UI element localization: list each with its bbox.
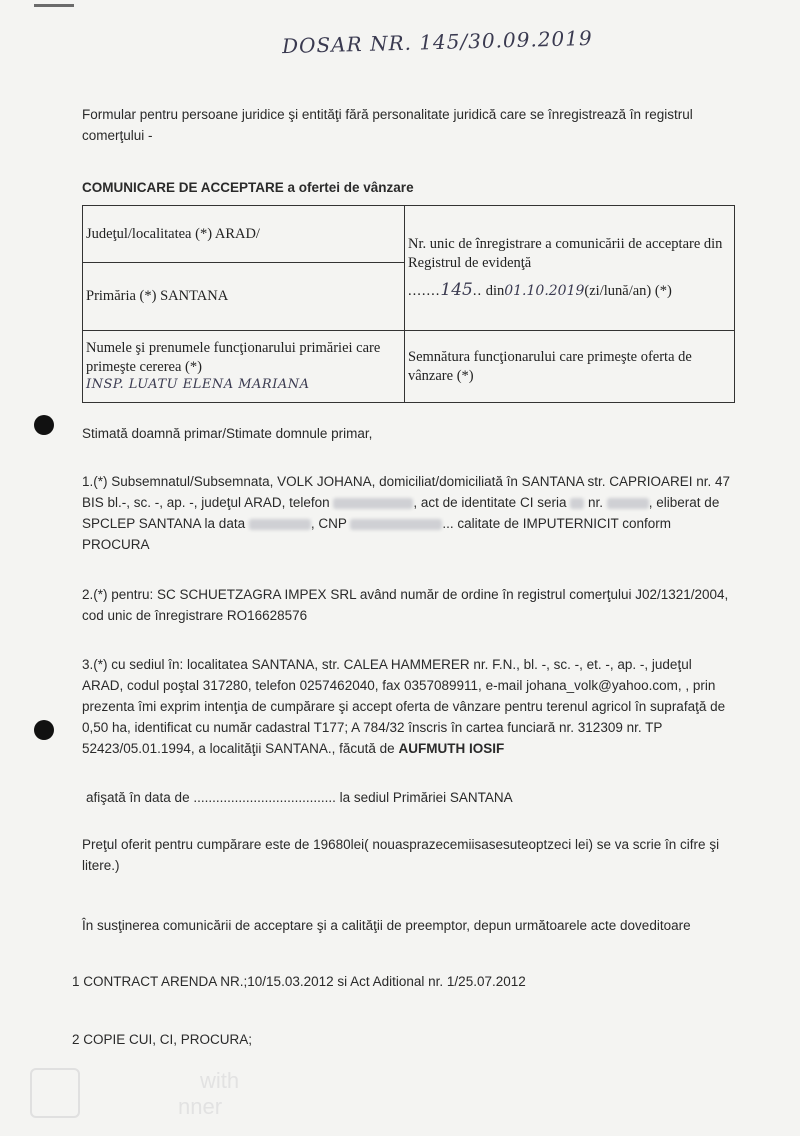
handwritten-dosar-number: DOSAR NR. 145/30.09.2019	[281, 25, 593, 59]
act-item-2: 2 COPIE CUI, CI, PROCURA;	[72, 1032, 253, 1047]
salutation: Stimată doamnă primar/Stimate domnule primar,	[82, 426, 373, 441]
p1-part-b: , act de identitate CI seria	[413, 495, 567, 510]
judet-label: Judeţul/localitatea (*) ARAD/	[86, 225, 260, 242]
paragraph-1: 1.(*) Subsemnatul/Subsemnata, VOLK JOHANA, domiciliat/domiciliată în SANTANA str. CAPRIOAREI nr. 47 BIS bl.-, sc. -, ap. -, judeţul ARAD, telefon , act de identitate CI seria nr. , eliberat de SPCLEP SANTANA la data , CNP ... calitate de IMPUTERNICIT conform PROCURA	[82, 474, 730, 552]
p1-part-c: nr.	[588, 495, 604, 510]
title-rest: a ofertei de vânzare	[283, 180, 414, 195]
p1-part-f: calitate de IMPUTERNICIT conform PROCURA	[82, 516, 671, 552]
functionar-label: Numele şi prenumele funcţionarului primăriei care primeşte cererea (*)	[86, 340, 381, 375]
p1-part-d: , eliberat de SPCLEP SANTANA la data	[82, 495, 720, 531]
judet-cell	[83, 206, 405, 263]
scanner-logo	[30, 1068, 80, 1118]
date-suffix: (zi/lună/an) (*)	[584, 283, 672, 299]
act-item-1: 1 CONTRACT ARENDA NR.;10/15.03.2012 si Act Aditional nr. 1/25.07.2012	[72, 974, 526, 989]
paragraph-3	[82, 654, 732, 759]
registration-table	[82, 205, 735, 403]
redacted-cnp	[350, 519, 442, 530]
redacted-date	[249, 519, 311, 530]
nr-line: .......145.. din01.10.2019(zi/lună/an) (*)	[408, 280, 672, 300]
date-handwritten: 01.10.2019	[504, 283, 585, 299]
document-title	[82, 177, 414, 198]
nr-handwritten: 145	[440, 280, 473, 300]
binder-hole-middle	[34, 720, 54, 740]
binder-hole-top	[34, 415, 54, 435]
din-label: din	[485, 283, 505, 299]
p3-seller: AUFMUTH IOSIF	[398, 741, 505, 756]
redacted-id-series	[570, 498, 584, 509]
p3-text: 3.(*) cu sediul în: localitatea SANTANA, str. CALEA HAMMERER nr. F.N., bl. -, sc. -, et. -, ap. -, judeţul ARAD, codul poştal 317280, telefon 0257462040, fax 0357089911, e-mail johana_volk@yahoo.com, , prin prezenta îmi exprim intenţia de cumpărare şi accept oferta de vânzare pentru terenul agricol în suprafaţă de 0,50 ha, identificat cu număr cadastral T177; A 784/32 înscris în cartea funciară nr. 312309 nr. TP 52423/05.01.1994, a localităţii SANTANA., făcută de	[82, 657, 726, 756]
semnatura-label: Semnătura funcţionarului care primeşte oferta de vânzare (*)	[408, 348, 692, 384]
top-edge-mark	[34, 4, 74, 7]
p1-part-e: , CNP	[310, 516, 347, 531]
functionar-handwritten: INSP. LUATU ELENA MARIANA	[86, 377, 310, 392]
primaria-cell	[83, 263, 405, 331]
semnatura-cell	[405, 331, 735, 403]
watermark-line-2: nner	[178, 1094, 223, 1119]
scanner-watermark	[90, 1068, 239, 1120]
pret-paragraph: Preţul oferit pentru cumpărare este de 19680lei( nouasprazecemiisasesuteoptzeci lei) se va scrie în cifre şi litere.)	[82, 837, 720, 873]
nr-unic-label: Nr. unic de înregistrare a comunicării de acceptare din Registrul de evidenţă	[408, 236, 723, 271]
sustinere-paragraph: În susţinerea comunicării de acceptare şi a calităţii de preemptor, depun următoarele acte doveditoare	[82, 918, 691, 933]
afisata-line: afişată în data de ...................................... la sediul Primăriei SANTANA	[86, 790, 513, 805]
p1-part-a: 1.(*) Subsemnatul/Subsemnata, VOLK JOHANA, domiciliat/domiciliată în SANTANA str. CAPRIOAREI nr. 47 BIS bl.-, sc. -, ap. -, judeţul ARAD, telefon	[82, 474, 730, 510]
watermark-line-1: with	[200, 1068, 240, 1093]
paragraph-2: 2.(*) pentru: SC SCHUETZAGRA IMPEX SRL având număr de ordine în registrul comerţului J02/1321/2004, cod unic de înregistrare RO16628576	[82, 587, 729, 623]
redacted-phone	[333, 498, 413, 509]
redacted-id-number	[607, 498, 649, 509]
nr-unic-cell	[405, 206, 735, 331]
title-bold: COMUNICARE DE ACCEPTARE	[82, 180, 284, 195]
functionar-cell	[83, 331, 405, 403]
form-intro: Formular pentru persoane juridice şi entităţi fără personalitate juridică care se înregistrează în registrul comerţului -	[82, 107, 693, 143]
primaria-label: Primăria (*) SANTANA	[86, 288, 229, 304]
